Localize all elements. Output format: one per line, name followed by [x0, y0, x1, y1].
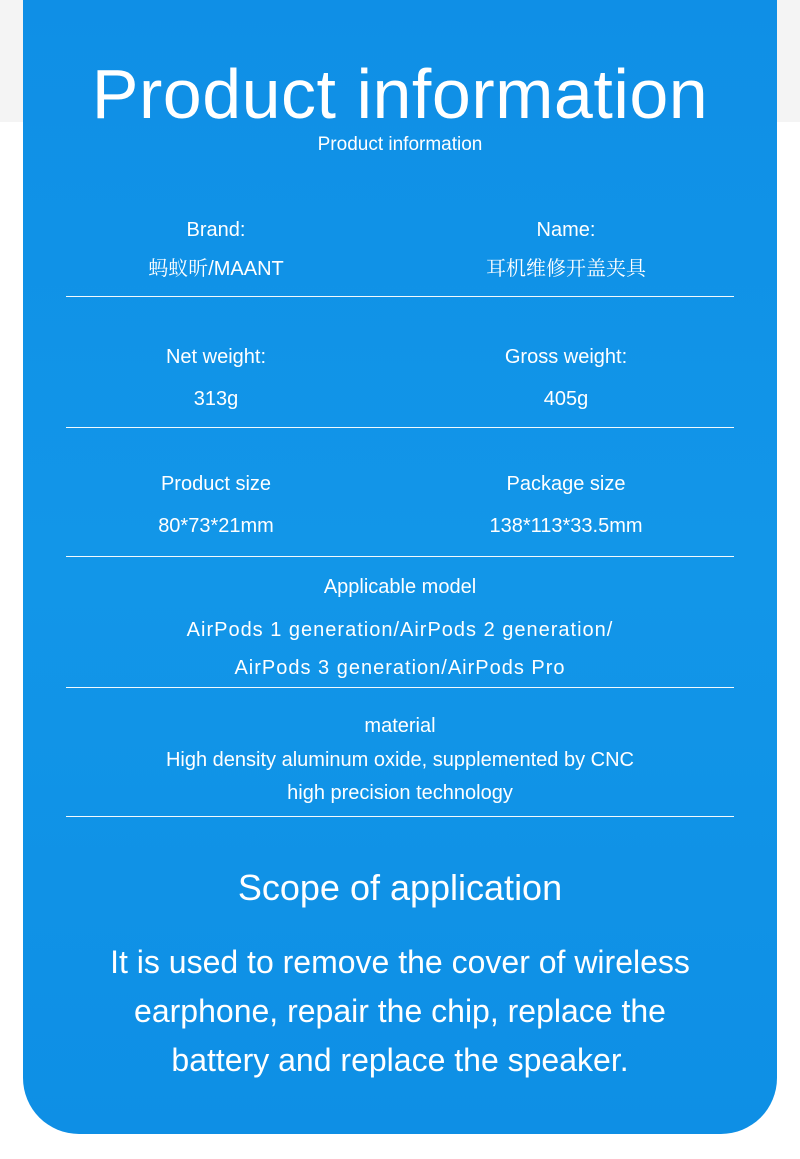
applicable-model-label: Applicable model	[323, 576, 477, 598]
brand-value: 蚂蚁昕/MAANT	[148, 258, 284, 280]
package-size-label: Package size	[506, 473, 626, 495]
gross-weight-label: Gross weight:	[504, 346, 628, 368]
name-value: 耳机维修开盖夹具	[486, 258, 646, 280]
product-info-card	[23, 0, 777, 1134]
scope-title: Scope of application	[237, 867, 563, 908]
scope-line2: earphone, repair the chip, replace the	[134, 993, 666, 1029]
divider	[66, 427, 734, 428]
product-size-value: 80*73*21mm	[158, 515, 274, 537]
scope-line3: battery and replace the speaker.	[171, 1042, 629, 1078]
material-line1: High density aluminum oxide, supplemented by CNC	[165, 749, 634, 771]
page-title: Product information	[91, 55, 709, 133]
material-label: material	[364, 715, 436, 737]
page-subtitle: Product information	[317, 134, 483, 155]
name-label: Name:	[536, 219, 596, 241]
divider	[66, 296, 734, 297]
scope-line1: It is used to remove the cover of wireless	[110, 944, 690, 980]
divider	[66, 687, 734, 688]
scope-description	[43, 938, 757, 1085]
brand-label: Brand:	[186, 219, 246, 241]
product-size-label: Product size	[160, 473, 272, 495]
material-line2: high precision technology	[287, 782, 513, 804]
package-size-value: 138*113*33.5mm	[489, 515, 643, 537]
divider	[66, 816, 734, 817]
net-weight-label: Net weight:	[165, 346, 267, 368]
divider	[66, 556, 734, 557]
applicable-model-line2: AirPods 3 generation/AirPods Pro	[234, 657, 566, 679]
gross-weight-value: 405g	[543, 388, 589, 410]
net-weight-value: 313g	[193, 388, 239, 410]
applicable-model-line1: AirPods 1 generation/AirPods 2 generation/	[186, 619, 614, 641]
